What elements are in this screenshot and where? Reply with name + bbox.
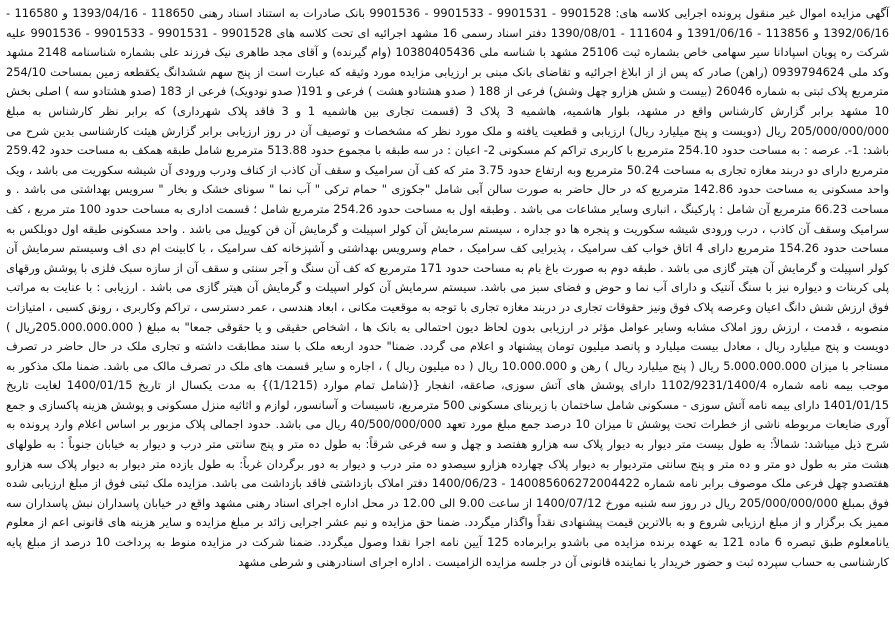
auction-notice-text: آگهی مزایده اموال غیر منقول پرونده اجرایی کلاسه های: 9901528 - 9901531 - 9901533 - 9901536 بانک صادرات به استناد اسناد رهنی 118650 - 1393/04/16 و 116580 - 1392/06/16 و 113856 - 1391/06/16 و 111604 - 1390/08/01 دفتر اسناد رسمی 16 مشهد اجرائیه ای تحت کلاسه های 9901528 - 9901531 - 9901533 - 9901536 علیه شرکت ره پویان اسپادانا سیر سهامی خاص بشماره ثبت 25106 مشهد با شناسه ملی 10380405436 (وام گیرنده) و آقای مجد طاهری نیک فرزند علی بشماره شناسنامه 2148 مشهد وکد ملی 0939794624 (راهن) صادر که پس از از ابلاغ اجرائیه و تقاضای بانک مبنی بر ارزیابی مزایده مورد وثیقه که عبارت است از پنج سهم ششدانگ یکقطعه زمین بمساحت 254/10 مترمربع پلاک ثبتی به شماره 26046 (بیست و شش هزارو چهل وشش) فرعی از 188 ( صدو هشتادو هشت ) فرعی و 191( صدو نودویک) فرعی از 183 (صدو هشتادو سه ) اصلی بخش 10 مشهد برابر گزارش کارشناس واقع در مشهد، بلوار هاشمیه، هاشمیه 3 پلاک 3 (قسمت تجاری بین هاشمیه 1 و 3 فاقد پلاک شهرداری) که برابر نظر کارشناس به مبلغ 205/000/000/000 ریال (دویست و پنج میلیارد ریال) ارزیابی و قطعیت یافته و ملک مورد نظر که مشخصات و توصیف آن در روز ارزیابی برابر گزارش هیئت کارشناسی بدین شرح می باشد: 1-. عرصه : به مساحت حدود 254.10 مترمربع با کاربری تراکم کم مسکونی 2- اعیان : در سه طبقه با مجموع حدود 513.88 مترمربع شامل طبقه همکف به مساحت حدود 259.42 مترمربع دارای دو دربند مغازه تجاری به مساحت 50.24 مترمربع وبه ارتفاع حدود 3.75 متر که کف آن سرامیک و سقف آن کاذب از کناف ودرب ورودی آن شیشه سکوریت می باشد ، ویک واحد مسکونی به مساحت حدود 142.86 مترمربع که در حال حاضر به صورت سالن آبی شامل "جکوزی " حمام ترکی " آب نما " سونای خشک و بخار " سرویس بهداشتی می باشد . و مساحت 66.23 مترمربع آن شامل : پارکینگ ، انباری وسایر مشاعات می باشد . وطبقه اول به مساحت حدود 254.26 مترمربع شامل ؛ قسمت اداری به مساحت حدود 100 متر مربع ، کف سرامیک وسقف آن کاذب ، درب ورودی شیشه سکوریت و پنجره ها دو جداره ، سیستم سرمایش آن کولر اسپیلت و گرمایش آن فن کوییل می باشد . واحد مسکونی طبقه اول دوبلکس به مساحت حدود 154.26 مترمربع دارای 4 اتاق خواب کف سرامیک ، پذیرایی کف سرامیک ، حمام وسرویس بهداشتی و آشپزخانه کف سرامیک ، با کابینت ام دی اف وسیستم سرمایش آن کولر اسپیلت و گرمایش آن هیتر گازی می باشد . طبقه دوم به صورت باغ بام به مساحت حدود 171 مترمربع که کف آن سنگ و آجر سنتی و سقف آن از سازه سبک فلزی با پوشش ورقهای پلی کربنات و دیواره نیز با سنگ آنتیک و دارای آب نما و حوض و فضای سبز می باشد. سیستم سرمایش آن کولر اسپیلت و گرمایش آن هیتر گازی می باشد . ارزیابی : با عنایت به مراتب فوق ارزش شش دانگ اعیان وعرصه پلاک فوق ونیز حقوقات تجاری در دربند مغازه تجاری با توجه به موقعیت مکانی ، ابعاد هندسی ، عمر دسترسی ، تراکم وکاربری ، رونق کسبی ، امتیازات منصوبه ، قدمت ، ارزش روز املاک مشابه وسایر عوامل مؤثر در ارزیابی بدون لحاظ دیون احتمالی به بانک ها ، اشخاص حقیقی و یا حقوقی جمعا" به مبلغ ( 205.000.000.000ریال ) دویست و پنج میلیارد ریال ، معادل بیست میلیارد و پانصد میلیون تومان پیشنهاد و اعلام می گردد. ضمنا" حدود اربعه ملک با سند مطابقت داشته و تجاری ملک در حال حاضر در تصرف مستاجر با میزان 5.000.000.000 ریال ( پنج میلیارد ریال ) رهن و 10.000.000 ریال ( ده میلیون ریال ) ، اجاره و سایر قسمت های ملک در تصرف مالک می باشد. ضمنا ملک مذکور به موجب بیمه نامه شماره 1102/9231/1400/4 دارای پوشش های آتش سوزی، صاعقه، انفجار {(شامل تمام موارد (1/1215)} به مدت یکسال از تاریخ 1400/01/15 لغایت تاریخ 1401/01/15 دارای بیمه نامه آتش سوزی - مسکونی شامل ساختمان با زیربنای مسکونی 500 مترمربع، تاسیسات و آسانسور، لوازم و اثاثیه منزل مسکونی و پوشش هزینه پاکسازی و جمع آوری ضایعات مربوطه ناشی از خطرات تحت پوشش تا میزان 10 درصد جمع مبلغ مورد تعهد 40/500/000/000 ریال می باشد. حدود اجمالی پلاک مزبور بر اساس اعلام وارد پرونده به شرح ذیل میباشد: شمالاً: به طول بیست متر دیوار به دیوار پلاک سه هزارو هفتصد و چهل و سه فرعی شرقاً: به طول ده متر و پنج سانتی متر درب و دیوار به خیابان جنوباً : به طولهای هشت متر به طول دو متر و ده متر و پنج سانتی متردیوار به دیوار پلاک چهارده هزارو سیصدو ده متر درب و دیوار به دور برگردان غرباً: به طول یازده متر دیوار به دیوار پلاک سه هزارو هفتصدو چهل فرعی ملک موصوف برابر نامه شماره 140085606272004422 - 1400/06/23 دفتر املاک بازداشتی فاقد بازداشت می باشد. مزایده ملک ثبتی فوق از مبلغ ارزیابی شده فوق بمبلغ 205/000/000/000 ریال در روز سه شنبه مورخ 1400/07/12 از ساعت 9.00 الی 12.00 در محل اداره اجرای اسناد رهنی مشهد واقع در خیابان پاسداران نبش پاسداران سه ممیز یک برگزار و از مبلغ ارزیابی شروع و به بالاترین قیمت پیشنهادی نقداً واگذار میگردد. ضمنا حق مزایده و نیم عشر اجرایی زائد بر مبلغ مزایده و سایر هزینه های قانونی اعم از معلوم یانامعلوم طبق تبصره 6 ماده 121 به عهده برنده مزایده می باشدو برابرماده 125 آیین نامه اجرا نقدا وصول میگردد. ضمنا شرکت در مزایده منوط به پرداخت 10 درصد از مبلغ پایه کارشناسی به حساب سپرده ثبت و حضور خریدار یا نماینده قانونی آن در جلسه مزایده الزامیست . اداره اجرای اسنادرهنی و شرطی مشهد — [6, 6, 890, 569]
